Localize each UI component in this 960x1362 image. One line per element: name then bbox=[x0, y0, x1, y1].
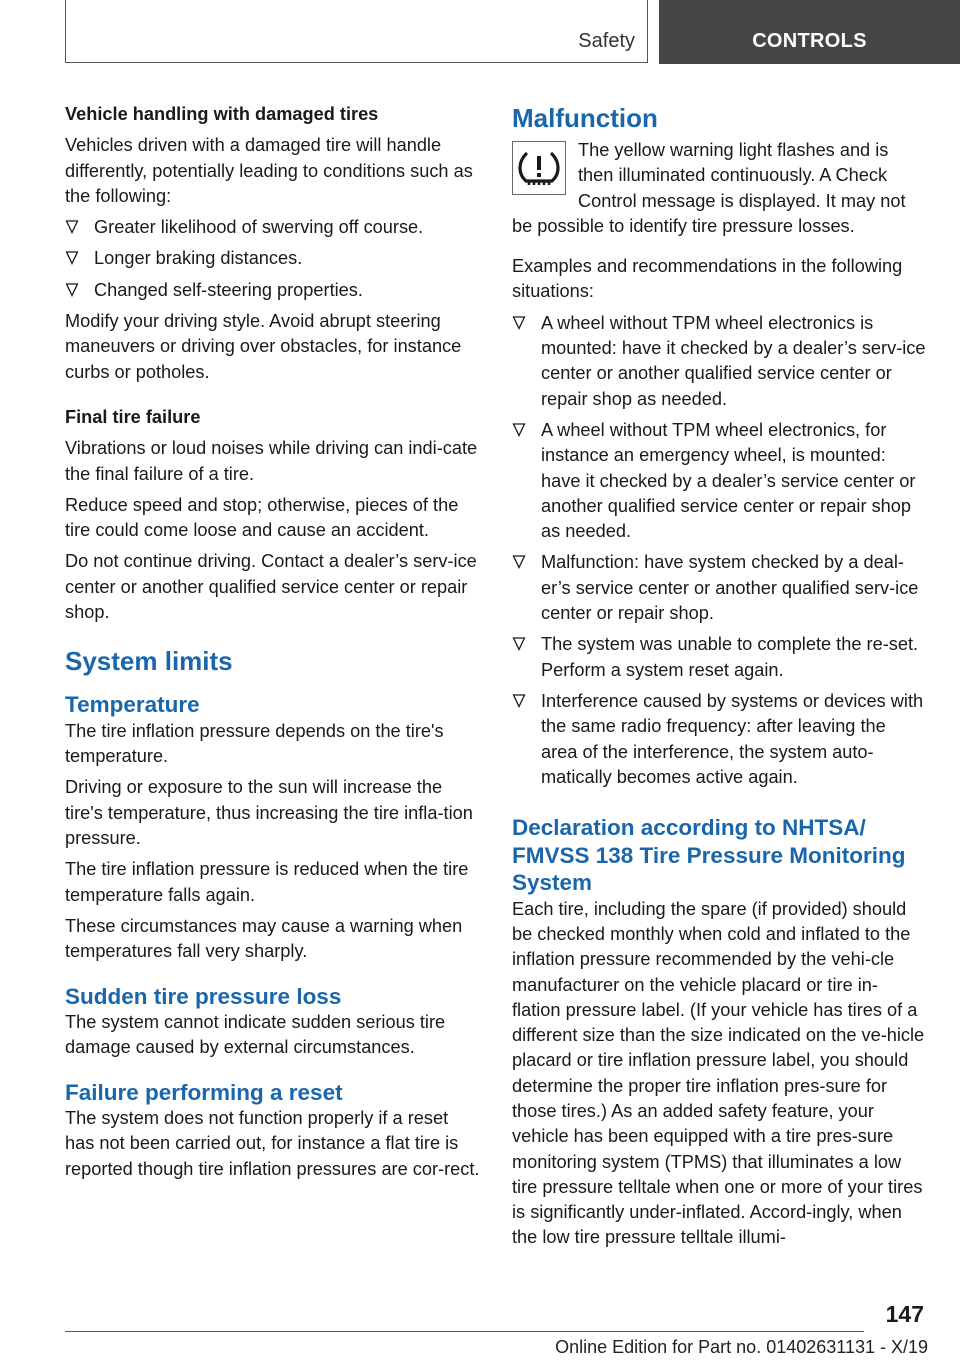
temperature-p4: These circumstances may cause a warning when temperatures fall very sharply. bbox=[65, 915, 463, 962]
list-item-text: Greater likelihood of swerving off course. bbox=[94, 217, 424, 238]
handling-heading: Vehicle handling with damaged tires bbox=[65, 104, 379, 124]
temperature-heading: Temperature bbox=[65, 692, 200, 718]
sudden-loss-heading: Sudden tire pressure loss bbox=[65, 983, 342, 1009]
list-item-text: Changed self-steering properties. bbox=[94, 279, 363, 300]
list-item-text: Interference caused by systems or devices with the same radio frequency: after leaving the area of the interference, the system auto-matically becomes active again. bbox=[541, 690, 924, 787]
declaration-heading: Declaration according to NHTSA/ FMVSS 138 Tire Pressure Monitoring System bbox=[512, 815, 906, 896]
footer-rule bbox=[65, 1331, 864, 1332]
tire-pressure-warning-icon-graphic bbox=[516, 145, 562, 191]
sudden-loss-p1: The system cannot indicate sudden serious tire damage caused by external circumstances. bbox=[65, 1012, 446, 1058]
section-name: Safety bbox=[578, 30, 635, 52]
list-item bbox=[65, 246, 480, 271]
triangle-bullet-icon bbox=[512, 315, 526, 331]
header-frame bbox=[65, 0, 648, 63]
chapter-tab: CONTROLS bbox=[659, 0, 960, 64]
final-failure-heading: Final tire failure bbox=[65, 406, 201, 427]
system-limits-heading: System limits bbox=[65, 646, 233, 677]
list-item bbox=[65, 278, 480, 303]
right-column bbox=[512, 102, 926, 1251]
triangle-bullet-icon bbox=[65, 282, 79, 298]
list-item bbox=[512, 550, 926, 626]
list-item-text: Malfunction: have system checked by a deal-er’s service center or another qualified serv-ice center or repair shop. bbox=[541, 552, 919, 624]
list-item-text: Longer braking distances. bbox=[94, 248, 303, 269]
page-number: 147 bbox=[885, 1301, 924, 1327]
triangle-bullet-icon bbox=[512, 554, 526, 570]
triangle-bullet-icon bbox=[512, 422, 526, 438]
handling-advice: Modify your driving style. Avoid abrupt steering maneuvers or driving over obstacles, for instance curbs or potholes. bbox=[65, 311, 462, 382]
final-failure-p1: Vibrations or loud noises while driving can indi-cate the final failure of a tire. bbox=[65, 438, 478, 484]
malfunction-list bbox=[512, 311, 926, 790]
edition-footer: Online Edition for Part no. 01402631131 - X/19 bbox=[555, 1337, 928, 1357]
malfunction-p2: Examples and recommendations in the following situations: bbox=[512, 256, 903, 302]
triangle-bullet-icon bbox=[512, 693, 526, 709]
list-item-text: A wheel without TPM wheel electronics, for instance an emergency wheel, is mounted: have it checked by a dealer’s service center or another qualified service center or repair shop as needed. bbox=[541, 419, 916, 542]
list-item bbox=[512, 311, 926, 412]
left-column bbox=[65, 102, 480, 1182]
handling-intro: Vehicles driven with a damaged tire will handle differently, potentially leading to conditions such as the following: bbox=[65, 135, 473, 206]
triangle-bullet-icon bbox=[512, 636, 526, 652]
declaration-p1: Each tire, including the spare (if provided) should be checked monthly when cold and inflated to the inflation pressure recommended by the vehi-cle manufacturer on the vehicle placard or tire in-flation pressure label. (If your vehicle has tires of a different size than the size indicated on the ve-hicle placard or tire inflation pressure label, you should determine the proper tire inflation pres-sure for those tires.) As an added safety feature, your vehicle has been equipped with a tire pres-sure monitoring system (TPMS) that illuminates a low tire pressure telltale when one or more of your tires is significantly under-inflated. Accord-ingly, when the low tire pressure telltale illumi- bbox=[512, 898, 925, 1248]
temperature-p2: Driving or exposure to the sun will increase the tire's temperature, thus increasing the tire infla-tion pressure. bbox=[65, 777, 473, 849]
malfunction-heading: Malfunction bbox=[512, 103, 658, 133]
reset-failure-heading: Failure performing a reset bbox=[65, 1079, 343, 1105]
final-failure-p2: Reduce speed and stop; otherwise, pieces of the tire could come loose and cause an accident. bbox=[65, 494, 459, 541]
handling-list bbox=[65, 215, 480, 303]
list-item bbox=[512, 418, 926, 544]
list-item bbox=[512, 632, 926, 683]
list-item-text: A wheel without TPM wheel electronics is mounted: have it checked by a dealer’s serv-ice center or another qualified service center or repair shop as needed. bbox=[541, 312, 926, 409]
list-item-text: The system was unable to complete the re-set. Perform a system reset again. bbox=[541, 634, 919, 680]
reset-failure-p1: The system does not function properly if a reset has not been carried out, for instance a flat tire is reported though tire inflation pressures are cor-rect. bbox=[65, 1108, 480, 1179]
temperature-p3: The tire inflation pressure is reduced when the tire temperature falls again. bbox=[65, 859, 469, 905]
list-item bbox=[512, 689, 926, 790]
temperature-p1: The tire inflation pressure depends on the tire's temperature. bbox=[65, 720, 444, 767]
triangle-bullet-icon bbox=[65, 219, 79, 235]
tire-pressure-warning-icon bbox=[512, 141, 566, 195]
malfunction-p1: The yellow warning light flashes and is then illuminated continuously. A Check Control message is displayed. It may not be possible to identify tire pressure losses. bbox=[512, 140, 906, 236]
list-item bbox=[65, 215, 480, 240]
final-failure-p3: Do not continue driving. Contact a dealer’s serv-ice center or another qualified service center or repair shop. bbox=[65, 551, 477, 623]
malfunction-block bbox=[512, 134, 926, 239]
triangle-bullet-icon bbox=[65, 250, 79, 266]
